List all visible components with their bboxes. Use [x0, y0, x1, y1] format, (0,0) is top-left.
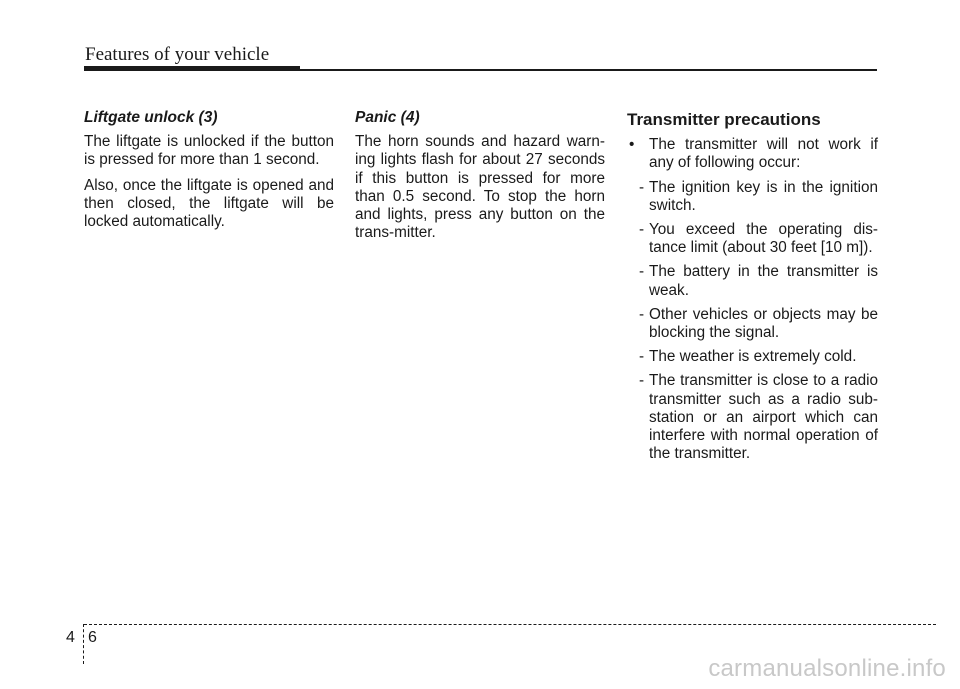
list-item: [627, 263, 878, 299]
panic-heading: Panic (4): [355, 109, 420, 126]
list-item: [627, 348, 878, 366]
dash-marker: -: [639, 372, 645, 390]
panic-paragraph: The horn sounds and hazard warn-ing lights flash for about 27 seconds if this button is pressed for more than 0.5 second. To stop the horn and lights, press any button on the trans-mitter.: [355, 133, 605, 242]
list-item: [627, 306, 878, 342]
bullet-marker: •: [629, 136, 635, 154]
liftgate-unlock-heading: Liftgate unlock (3): [84, 109, 218, 126]
dash-marker: -: [639, 178, 645, 196]
liftgate-auto-lock-paragraph: Also, once the liftgate is opened and then closed, the liftgate will be locked automatically.: [84, 176, 334, 231]
transmitter-bullet-text: The transmitter will not work if any of following occur:: [649, 136, 878, 172]
list-item-text: You exceed the operating dis-tance limit (about 30 feet [10 m]).: [649, 221, 878, 257]
dash-marker: -: [639, 221, 645, 239]
column-transmitter-precautions: [627, 109, 878, 469]
liftgate-unlock-paragraph: The liftgate is unlocked if the button is pressed for more than 1 second.: [84, 133, 334, 169]
watermark: carmanualsonline.info: [708, 655, 946, 682]
list-item-text: Other vehicles or objects may be blocking the signal.: [649, 305, 878, 342]
precaution-list: [627, 179, 878, 464]
list-item: [627, 221, 878, 257]
list-item-text: The weather is extremely cold.: [649, 348, 857, 366]
column-panic: [355, 109, 605, 249]
dash-marker: -: [639, 263, 645, 281]
transmitter-precautions-heading: Transmitter precautions: [627, 110, 821, 129]
header-title: Features of your vehicle: [85, 44, 270, 65]
list-item-text: The transmitter is close to a radio transmitter such as a radio sub-station or an airport which can interfere with normal operation of the transmitter.: [649, 372, 878, 463]
list-item-text: The ignition key is in the ignition switch.: [649, 178, 878, 214]
header-rule-thin: [84, 69, 877, 71]
footer-dashed-divider: [83, 624, 84, 664]
list-item-text: The battery in the transmitter is weak.: [649, 263, 878, 299]
list-item: [627, 372, 878, 463]
transmitter-bullet: [627, 136, 878, 172]
dash-marker: -: [639, 305, 645, 323]
page-number: 6: [88, 629, 97, 646]
section-number: 4: [66, 629, 75, 646]
column-liftgate-unlock: [84, 109, 334, 238]
list-item: [627, 179, 878, 215]
dash-marker: -: [639, 348, 645, 366]
footer-dashed-rule: [84, 624, 936, 625]
